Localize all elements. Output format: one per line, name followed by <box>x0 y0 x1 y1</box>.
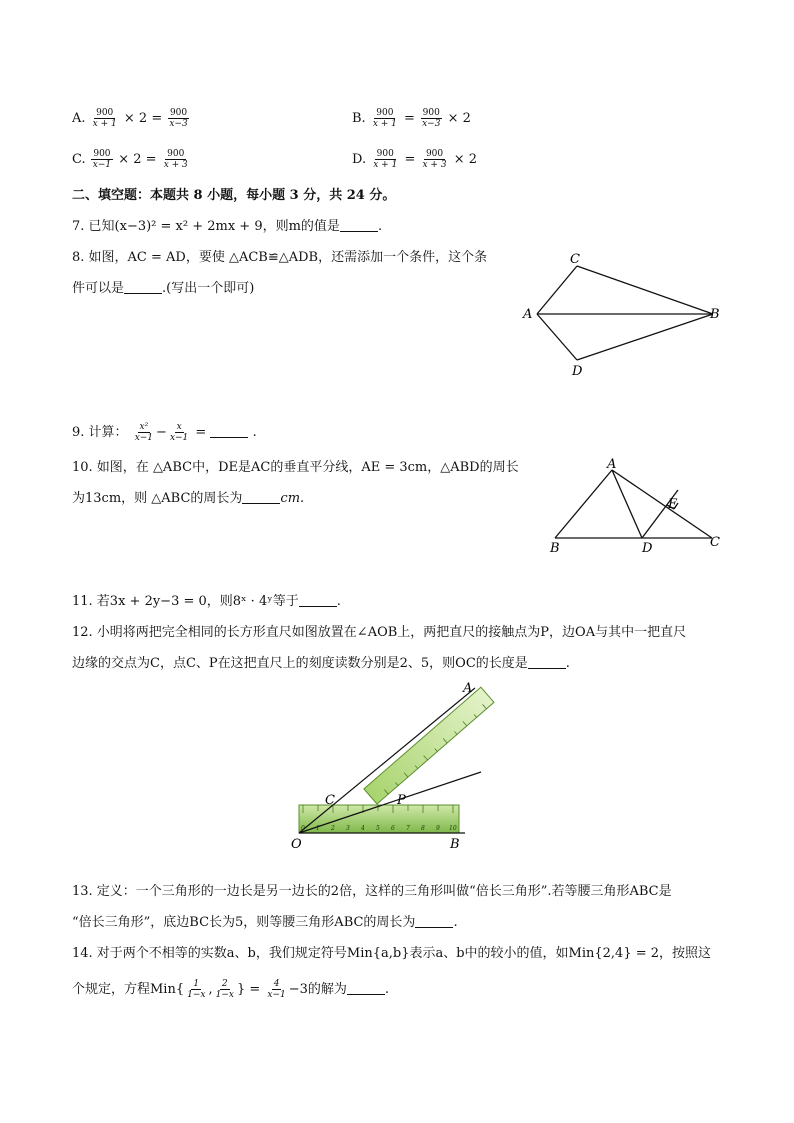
option-b: B. $\frac{900}{x + 1}$ = $\frac{900}{x-3}$ × 2 <box>352 108 471 129</box>
fraction: $\frac{900}{x + 1}$ <box>373 149 398 170</box>
question-13-line2: “倍长三角形”，底边BC长为5，则等腰三角形ABC的周长为 . <box>72 915 458 930</box>
fraction: $\frac{4}{x-1}$ <box>267 979 286 1000</box>
answer-blank <box>347 982 385 995</box>
tick-4: 4 <box>361 825 365 832</box>
tick-9: 9 <box>436 825 440 832</box>
tick-7: 7 <box>406 825 410 832</box>
figure-q8-quadrilateral <box>515 248 730 378</box>
answer-blank <box>210 425 248 438</box>
tick-5: 5 <box>376 825 380 832</box>
option-c: C. $\frac{900}{x-1}$ × 2 = $\frac{900}{x + 3}$ <box>72 149 188 170</box>
question-7: 7. 已知(x−3)² = x² + 2mx + 9，则m的值是 . <box>72 219 383 234</box>
fraction: $\frac{900}{x + 3}$ <box>422 149 447 170</box>
question-10-line2: 为13cm，则 △ABC的周长为 cm. <box>72 491 305 506</box>
horizontal-ruler <box>299 805 459 833</box>
label-b: B <box>550 541 560 556</box>
fraction: $\frac{1}{1-x}$ <box>187 979 206 1000</box>
fraction: $\frac{900}{x-1}$ <box>92 149 112 170</box>
fraction: $\frac{\text{x²}}{x-1}$ <box>134 422 154 443</box>
option-a: A. $\frac{900}{x + 1}$ × 2 = $\frac{900}{x-3}$ <box>72 108 188 129</box>
answer-blank <box>124 281 162 294</box>
question-14-line2: 个规定，方程Min{ $\frac{1}{1-x}$ , $\frac{2}{1-x}$ } = $\frac{4}{x-1}$ −3的解为 . <box>72 979 390 1000</box>
label-c: C <box>570 252 580 267</box>
question-10-line1: 10. 如图，在 △ABC中，DE是AC的垂直平分线，AE = 3cm，△ABD的周长 <box>72 460 519 475</box>
tick-6: 6 <box>391 825 395 832</box>
answer-blank <box>299 594 337 607</box>
fraction: $\frac{900}{x-3}$ <box>422 108 441 129</box>
question-13-line1: 13. 定义：一个三角形的一边长是另一边长的2倍，这样的三角形叫做“倍长三角形”.若等腰三角形ABC是 <box>72 884 672 899</box>
tick-8: 8 <box>421 825 425 832</box>
answer-blank <box>340 219 378 232</box>
figure-q10-triangle <box>540 458 730 558</box>
option-d: D. $\frac{900}{x + 1}$ = $\frac{900}{x + 3}$ × 2 <box>352 149 478 170</box>
label-a: A <box>523 307 533 322</box>
fraction: $\frac{x}{x-1}$ <box>169 422 189 443</box>
fraction: $\frac{900}{x + 3}$ <box>163 149 188 170</box>
tick-2: 2 <box>331 825 335 832</box>
section-heading: 二、填空题：本题共 8 小题，每小题 3 分，共 24 分。 <box>72 188 396 203</box>
question-8-line1: 8. 如图，AC = AD，要使 △ACB≌△ADB，还需添加一个条件，这个条 <box>72 250 488 265</box>
answer-blank <box>242 491 280 504</box>
question-12-line1: 12. 小明将两把完全相同的长方形直尺如图放置在∠AOB上，两把直尺的接触点为P，边OA与其中一把直尺 <box>72 625 687 640</box>
label-o: O <box>291 837 302 852</box>
fraction: $\frac{900}{x + 1}$ <box>372 108 397 129</box>
label-c: C <box>325 793 335 808</box>
question-8-line2: 件可以是 .(写出一个即可) <box>72 281 255 296</box>
label-p: P <box>397 793 406 808</box>
label-a: A <box>463 681 473 696</box>
label-b: B <box>710 307 720 322</box>
fraction: $\frac{900}{x + 1}$ <box>92 108 117 129</box>
label-d: D <box>642 541 653 556</box>
label-d: D <box>572 364 583 378</box>
question-11: 11. 若3x + 2y−3 = 0，则8ˣ · 4ʸ等于 . <box>72 594 341 609</box>
figure-q12-rulers <box>285 680 515 852</box>
tick-3: 3 <box>346 825 350 832</box>
tick-0: 0 <box>301 825 305 832</box>
fraction: $\frac{900}{x-3}$ <box>169 108 188 129</box>
answer-blank <box>528 656 566 669</box>
answer-blank <box>415 915 453 928</box>
label-b: B <box>450 837 460 852</box>
fraction: $\frac{2}{1-x}$ <box>215 979 234 1000</box>
slanted-ruler <box>364 687 494 804</box>
label-c: C <box>710 535 720 550</box>
label-a: A <box>607 458 617 472</box>
tick-10: 10 <box>449 825 457 832</box>
question-14-line1: 14. 对于两个不相等的实数a、b，我们规定符号Min{a,b}表示a、b中的较小的值，如Min{2,4} = 2，按照这 <box>72 946 712 961</box>
question-9: 9. 计算： $\frac{\text{x²}}{x-1}$ − $\frac{x}{x-1}$ = . <box>72 422 257 443</box>
label-e: E <box>668 497 678 512</box>
question-12-line2: 边缘的交点为C，点C、P在这把直尺上的刻度读数分别是2、5，则OC的长度是 . <box>72 656 570 671</box>
tick-1: 1 <box>316 825 320 832</box>
